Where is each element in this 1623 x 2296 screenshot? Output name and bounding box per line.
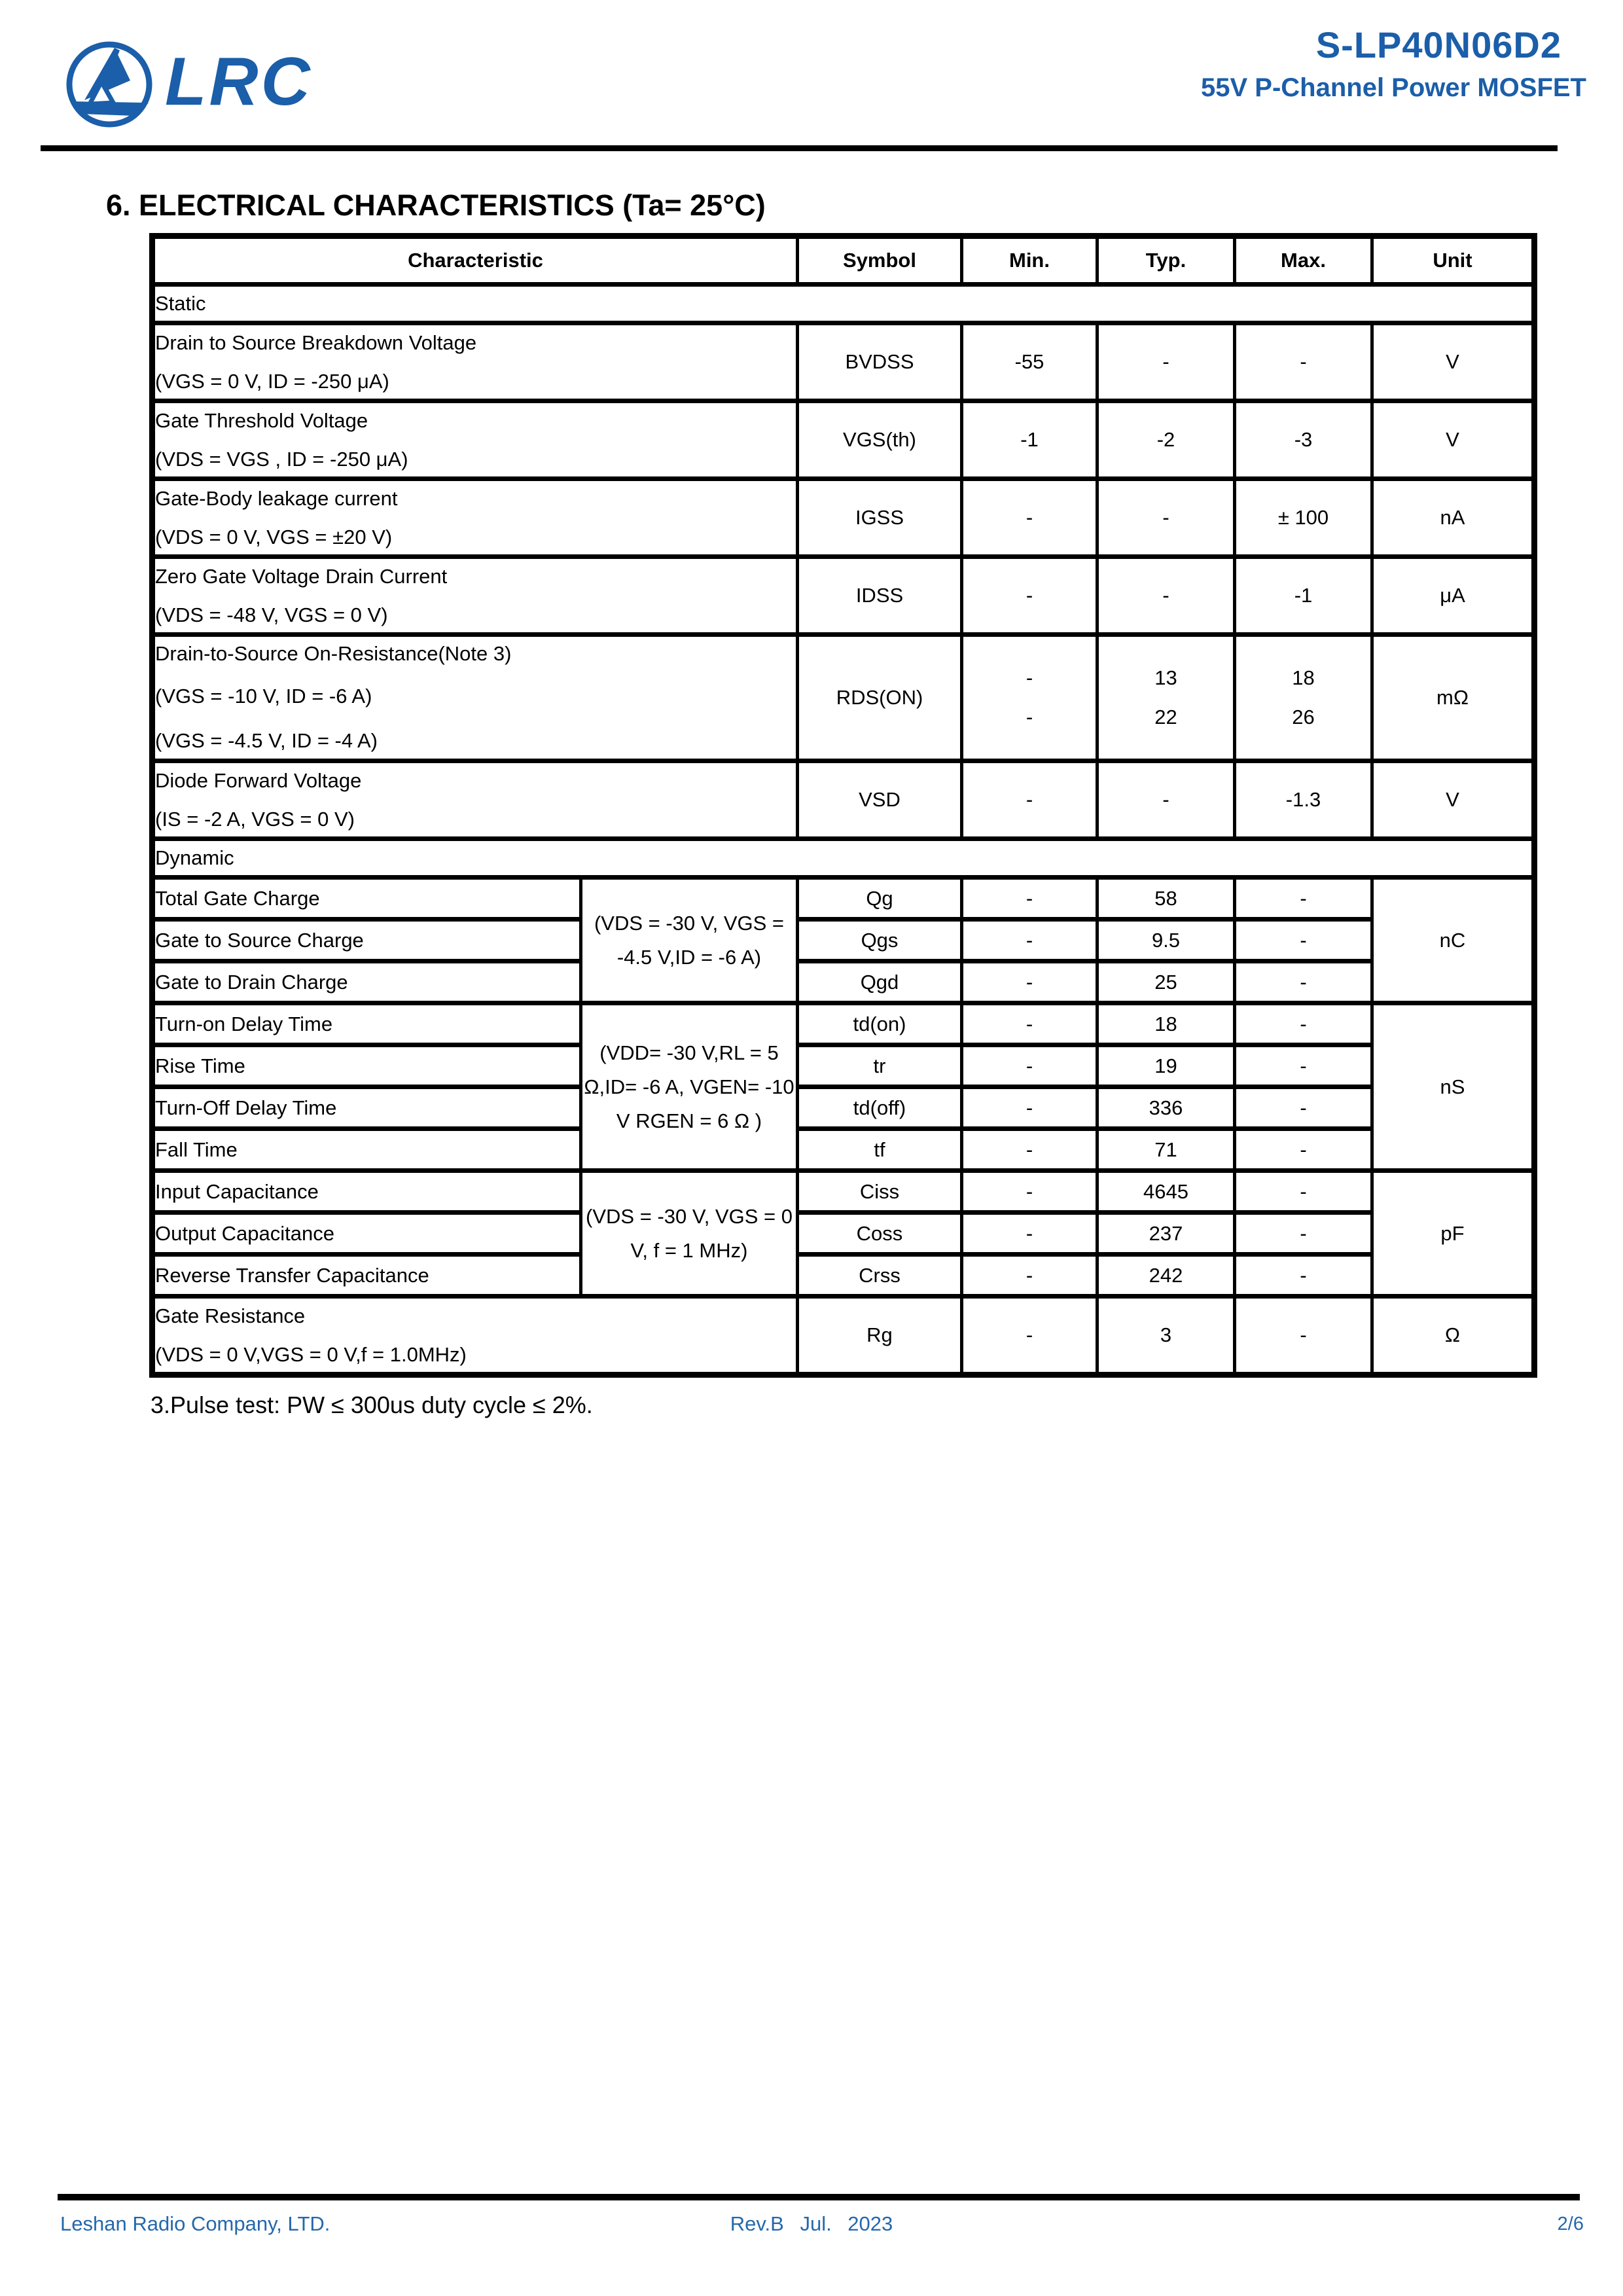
product-subtitle: 55V P-Channel Power MOSFET bbox=[1200, 73, 1586, 102]
symbol-cell: tf bbox=[798, 1129, 962, 1171]
typ-value: 22 bbox=[1154, 706, 1177, 728]
section-title: 6. ELECTRICAL CHARACTERISTICS (Ta= 25°C) bbox=[106, 188, 766, 222]
param-name-cell: Fall Time bbox=[152, 1129, 581, 1171]
max-cell bbox=[1235, 635, 1372, 761]
typ-cell: 58 bbox=[1097, 878, 1235, 920]
table-row bbox=[152, 1297, 1535, 1375]
section-label-static: Static bbox=[152, 285, 1535, 323]
table-row bbox=[152, 761, 1535, 839]
max-cell: - bbox=[1235, 1045, 1372, 1087]
symbol-cell: td(on) bbox=[798, 1003, 962, 1045]
param-condition: (IS = -2 A, VGS = 0 V) bbox=[155, 808, 355, 831]
min-cell: -1 bbox=[962, 401, 1097, 479]
condition-cell: (VDS = -30 V, VGS = -4.5 V,ID = -6 A) bbox=[581, 878, 798, 1003]
symbol-cell: RDS(ON) bbox=[798, 635, 962, 761]
param-condition: (VDS = -48 V, VGS = 0 V) bbox=[155, 603, 388, 626]
param-name: Gate Threshold Voltage bbox=[155, 409, 368, 432]
max-cell: - bbox=[1235, 1297, 1372, 1375]
max-cell: - bbox=[1235, 1003, 1372, 1045]
unit-cell: Ω bbox=[1372, 1297, 1535, 1375]
param-condition: (VGS = -10 V, ID = -6 A) bbox=[155, 684, 372, 708]
typ-cell: 19 bbox=[1097, 1045, 1235, 1087]
typ-cell: -2 bbox=[1097, 401, 1235, 479]
max-cell: -3 bbox=[1235, 401, 1372, 479]
min-cell: - bbox=[962, 878, 1097, 920]
symbol-cell: Qgs bbox=[798, 920, 962, 961]
max-cell: - bbox=[1235, 1129, 1372, 1171]
symbol-cell: Qg bbox=[798, 878, 962, 920]
table-row bbox=[152, 323, 1535, 401]
table-row bbox=[152, 1045, 1535, 1087]
condition-cell: (VDS = -30 V, VGS = 0 V, f = 1 MHz) bbox=[581, 1171, 798, 1297]
symbol-cell: Rg bbox=[798, 1297, 962, 1375]
min-value: - bbox=[1026, 706, 1033, 728]
param-name-cell: Input Capacitance bbox=[152, 1171, 581, 1213]
param-condition: (VDS = 0 V, VGS = ±20 V) bbox=[155, 526, 393, 548]
unit-cell: V bbox=[1372, 761, 1535, 839]
unit-cell: mΩ bbox=[1372, 635, 1535, 761]
typ-cell: - bbox=[1097, 761, 1235, 839]
param-name-cell: Rise Time bbox=[152, 1045, 581, 1087]
lrc-logo bbox=[62, 33, 313, 131]
typ-cell: 3 bbox=[1097, 1297, 1235, 1375]
section-row-static bbox=[152, 285, 1535, 323]
typ-cell: - bbox=[1097, 557, 1235, 635]
max-value: 26 bbox=[1292, 706, 1315, 728]
typ-value: 13 bbox=[1154, 666, 1177, 689]
lrc-logo-mark-icon bbox=[62, 35, 157, 130]
min-cell: - bbox=[962, 1045, 1097, 1087]
characteristic-cell bbox=[152, 557, 798, 635]
typ-cell: 25 bbox=[1097, 961, 1235, 1003]
table-row bbox=[152, 1171, 1535, 1213]
footer-page-number: 2/6 bbox=[1557, 2214, 1584, 2234]
symbol-cell: VGS(th) bbox=[798, 401, 962, 479]
unit-cell: nS bbox=[1372, 1003, 1535, 1171]
min-cell bbox=[962, 635, 1097, 761]
symbol-cell: tr bbox=[798, 1045, 962, 1087]
typ-cell: 336 bbox=[1097, 1087, 1235, 1129]
symbol-cell: IDSS bbox=[798, 557, 962, 635]
table-row bbox=[152, 479, 1535, 557]
param-condition: (VDS = VGS , ID = -250 μA) bbox=[155, 448, 408, 471]
max-cell: - bbox=[1235, 1087, 1372, 1129]
symbol-cell: IGSS bbox=[798, 479, 962, 557]
min-cell: - bbox=[962, 1171, 1097, 1213]
characteristic-cell bbox=[152, 479, 798, 557]
min-cell: - bbox=[962, 1297, 1097, 1375]
characteristic-cell bbox=[152, 323, 798, 401]
param-name-cell: Total Gate Charge bbox=[152, 878, 581, 920]
lrc-logo-text: LRC bbox=[165, 44, 313, 120]
symbol-cell: VSD bbox=[798, 761, 962, 839]
unit-cell: nA bbox=[1372, 479, 1535, 557]
unit-cell: nC bbox=[1372, 878, 1535, 1003]
typ-cell: 9.5 bbox=[1097, 920, 1235, 961]
param-name: Drain-to-Source On-Resistance(Note 3) bbox=[155, 641, 512, 665]
min-cell: -55 bbox=[962, 323, 1097, 401]
table-header-row bbox=[152, 236, 1535, 285]
symbol-cell: Crss bbox=[798, 1255, 962, 1297]
min-cell: - bbox=[962, 920, 1097, 961]
max-cell: - bbox=[1235, 961, 1372, 1003]
min-cell: - bbox=[962, 1255, 1097, 1297]
unit-cell: μA bbox=[1372, 557, 1535, 635]
min-cell: - bbox=[962, 1087, 1097, 1129]
characteristic-cell bbox=[152, 635, 798, 761]
typ-cell: - bbox=[1097, 323, 1235, 401]
max-cell: - bbox=[1235, 920, 1372, 961]
min-cell: - bbox=[962, 1003, 1097, 1045]
param-condition: (VGS = 0 V, ID = -250 μA) bbox=[155, 370, 389, 393]
table-row bbox=[152, 1087, 1535, 1129]
table-row bbox=[152, 961, 1535, 1003]
section-row-dynamic bbox=[152, 839, 1535, 878]
part-number: S-LP40N06D2 bbox=[1315, 24, 1561, 65]
max-cell: - bbox=[1235, 1171, 1372, 1213]
max-cell: -1 bbox=[1235, 557, 1372, 635]
condition-cell: (VDD= -30 V,RL = 5 Ω,ID= -6 A, VGEN= -10 V RGEN = 6 Ω ) bbox=[581, 1003, 798, 1171]
electrical-characteristics-table bbox=[149, 233, 1537, 1378]
unit-cell: V bbox=[1372, 323, 1535, 401]
pulse-test-note: 3.Pulse test: PW ≤ 300us duty cycle ≤ 2%. bbox=[151, 1391, 593, 1418]
typ-cell: - bbox=[1097, 479, 1235, 557]
max-value: 18 bbox=[1292, 666, 1315, 689]
param-name-cell: Reverse Transfer Capacitance bbox=[152, 1255, 581, 1297]
header-divider bbox=[41, 145, 1558, 151]
characteristic-cell bbox=[152, 761, 798, 839]
typ-cell: 4645 bbox=[1097, 1171, 1235, 1213]
min-cell: - bbox=[962, 761, 1097, 839]
param-name: Drain to Source Breakdown Voltage bbox=[155, 331, 477, 354]
col-header-symbol: Symbol bbox=[798, 236, 962, 285]
min-cell: - bbox=[962, 557, 1097, 635]
table-row bbox=[152, 1129, 1535, 1171]
footer-divider bbox=[58, 2194, 1580, 2200]
max-cell: - bbox=[1235, 878, 1372, 920]
min-cell: - bbox=[962, 479, 1097, 557]
max-cell: ± 100 bbox=[1235, 479, 1372, 557]
param-name: Gate Resistance bbox=[155, 1304, 306, 1327]
min-cell: - bbox=[962, 1129, 1097, 1171]
typ-cell: 237 bbox=[1097, 1213, 1235, 1255]
typ-cell: 71 bbox=[1097, 1129, 1235, 1171]
param-name: Zero Gate Voltage Drain Current bbox=[155, 565, 448, 588]
section-label-dynamic: Dynamic bbox=[152, 839, 1535, 878]
col-header-max: Max. bbox=[1235, 236, 1372, 285]
table-row bbox=[152, 1213, 1535, 1255]
table-row bbox=[152, 557, 1535, 635]
footer-revision: Rev.B Jul. 2023 bbox=[730, 2212, 893, 2235]
symbol-cell: td(off) bbox=[798, 1087, 962, 1129]
param-name-cell: Gate to Drain Charge bbox=[152, 961, 581, 1003]
min-value: - bbox=[1026, 666, 1033, 689]
table-row bbox=[152, 401, 1535, 479]
unit-cell: pF bbox=[1372, 1171, 1535, 1297]
symbol-cell: BVDSS bbox=[798, 323, 962, 401]
param-name-cell: Gate to Source Charge bbox=[152, 920, 581, 961]
max-cell: - bbox=[1235, 1255, 1372, 1297]
symbol-cell: Coss bbox=[798, 1213, 962, 1255]
param-name-cell: Output Capacitance bbox=[152, 1213, 581, 1255]
max-cell: - bbox=[1235, 323, 1372, 401]
col-header-unit: Unit bbox=[1372, 236, 1535, 285]
max-cell: - bbox=[1235, 1213, 1372, 1255]
param-condition: (VGS = -4.5 V, ID = -4 A) bbox=[155, 728, 378, 752]
typ-cell: 18 bbox=[1097, 1003, 1235, 1045]
col-header-typ: Typ. bbox=[1097, 236, 1235, 285]
min-cell: - bbox=[962, 961, 1097, 1003]
table-row bbox=[152, 920, 1535, 961]
typ-cell bbox=[1097, 635, 1235, 761]
table-row bbox=[152, 878, 1535, 920]
param-name-cell: Turn-Off Delay Time bbox=[152, 1087, 581, 1129]
param-name: Diode Forward Voltage bbox=[155, 769, 362, 792]
param-name: Gate-Body leakage current bbox=[155, 487, 398, 510]
table-row-rdson bbox=[152, 635, 1535, 761]
col-header-min: Min. bbox=[962, 236, 1097, 285]
unit-cell: V bbox=[1372, 401, 1535, 479]
max-cell: -1.3 bbox=[1235, 761, 1372, 839]
characteristic-cell bbox=[152, 1297, 798, 1375]
min-cell: - bbox=[962, 1213, 1097, 1255]
symbol-cell: Qgd bbox=[798, 961, 962, 1003]
symbol-cell: Ciss bbox=[798, 1171, 962, 1213]
col-header-characteristic: Characteristic bbox=[152, 236, 798, 285]
param-condition: (VDS = 0 V,VGS = 0 V,f = 1.0MHz) bbox=[155, 1343, 467, 1366]
param-name-cell: Turn-on Delay Time bbox=[152, 1003, 581, 1045]
footer-company: Leshan Radio Company, LTD. bbox=[60, 2212, 330, 2235]
table-row bbox=[152, 1003, 1535, 1045]
table-row bbox=[152, 1255, 1535, 1297]
characteristic-cell bbox=[152, 401, 798, 479]
typ-cell: 242 bbox=[1097, 1255, 1235, 1297]
